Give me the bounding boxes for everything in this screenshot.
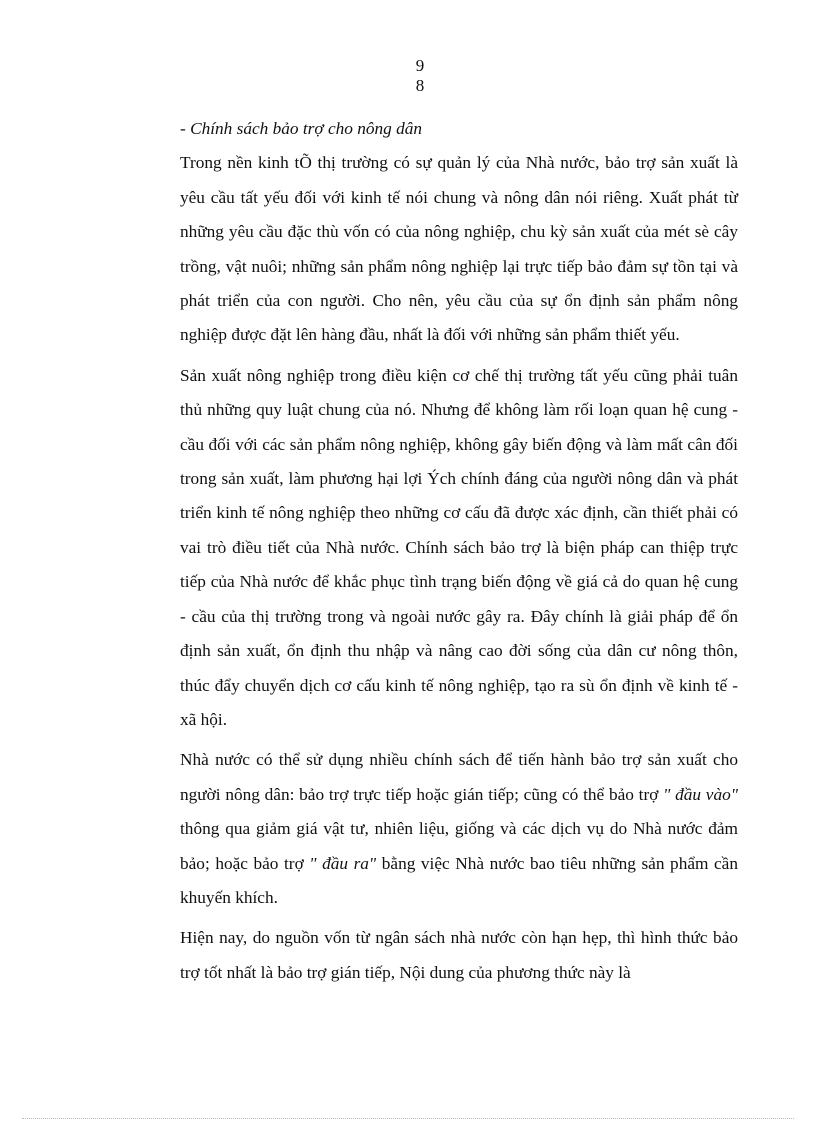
paragraph-3-italic-input: " đầu vào" — [663, 784, 738, 804]
paragraph-4: Hiện nay, do nguồn vốn từ ngân sách nhà nước còn hạn hẹp, thì hình thức bảo trợ tốt nhất là bảo trợ gián tiếp, Nội dung của phương thức này là — [180, 928, 738, 982]
page-bottom-divider — [22, 1118, 794, 1119]
document-body — [180, 112, 738, 996]
paragraph-3-italic-output: " đầu ra" — [309, 853, 377, 873]
paragraph-1: Trong nền kinh tÕ thị trường có sự quản lý của Nhà nước, bảo trợ sản xuất là yêu cầu tất yếu đối với kinh tế nói chung và nông dân nói riêng. Xuất phát từ những yêu cầu đặc thù vốn có của nông nghiệp, chu kỳ sản xuất của mét sè cây trồng, vật nuôi; những sản phẩm nông nghiệp lại trực tiếp bảo đảm sự tồn tại và phát triển của con người. Cho nên, yêu cầu của sự ổn định sản phẩm nông nghiệp được đặt lên hàng đầu, nhất là đối với những sản phẩm thiết yếu. — [180, 153, 738, 345]
paragraph-3 — [180, 743, 738, 915]
paragraph-3-text-b: thông qua giảm giá vật tư, nhiên liệu, giống và các dịch vụ do Nhà nước đảm bảo; hoặc bảo trợ — [180, 819, 738, 873]
paragraph-2: Sản xuất nông nghiệp trong điều kiện cơ chế thị trường tất yếu cũng phải tuân thủ những quy luật chung của nó. Nhưng để không làm rối loạn quan hệ cung - cầu đối với các sản phẩm nông nghiệp, không gây biến động và làm mất cân đối trong sản xuất, làm phương hại lợi Ých chính đáng của người nông dân và phát triển kinh tế nông nghiệp theo những cơ cấu đã được xác định, cần thiết phải có vai trò điều tiết của Nhà nước. Chính sách bảo trợ là biện pháp can thiệp trực tiếp của Nhà nước để khắc phục tình trạng biến động về giá cả do quan hệ cung - cầu của thị trường trong và ngoài nước gây ra. Đây chính là giải pháp để ổn định sản xuất, ổn định thu nhập và nâng cao đời sống của dân cư nông thôn, thúc đẩy chuyển dịch cơ cấu kinh tế nông nghiệp, tạo ra sù ổn định về kinh tế - xã hội. — [180, 365, 738, 729]
paragraph-3-text-a: Nhà nước có thể sử dụng nhiều chính sách để tiến hành bảo trợ sản xuất cho người nông dân: bảo trợ trực tiếp hoặc gián tiếp; cũng có thể bảo trợ — [180, 750, 738, 804]
page-number-top: 9 — [415, 56, 425, 75]
section-heading: - Chính sách bảo trợ cho nông dân — [180, 119, 423, 138]
page-number-bottom: 8 — [415, 76, 425, 95]
paragraph-3-text-c: bằng việc Nhà nước bao tiêu những sản phẩm cần khuyến khích. — [180, 853, 738, 907]
